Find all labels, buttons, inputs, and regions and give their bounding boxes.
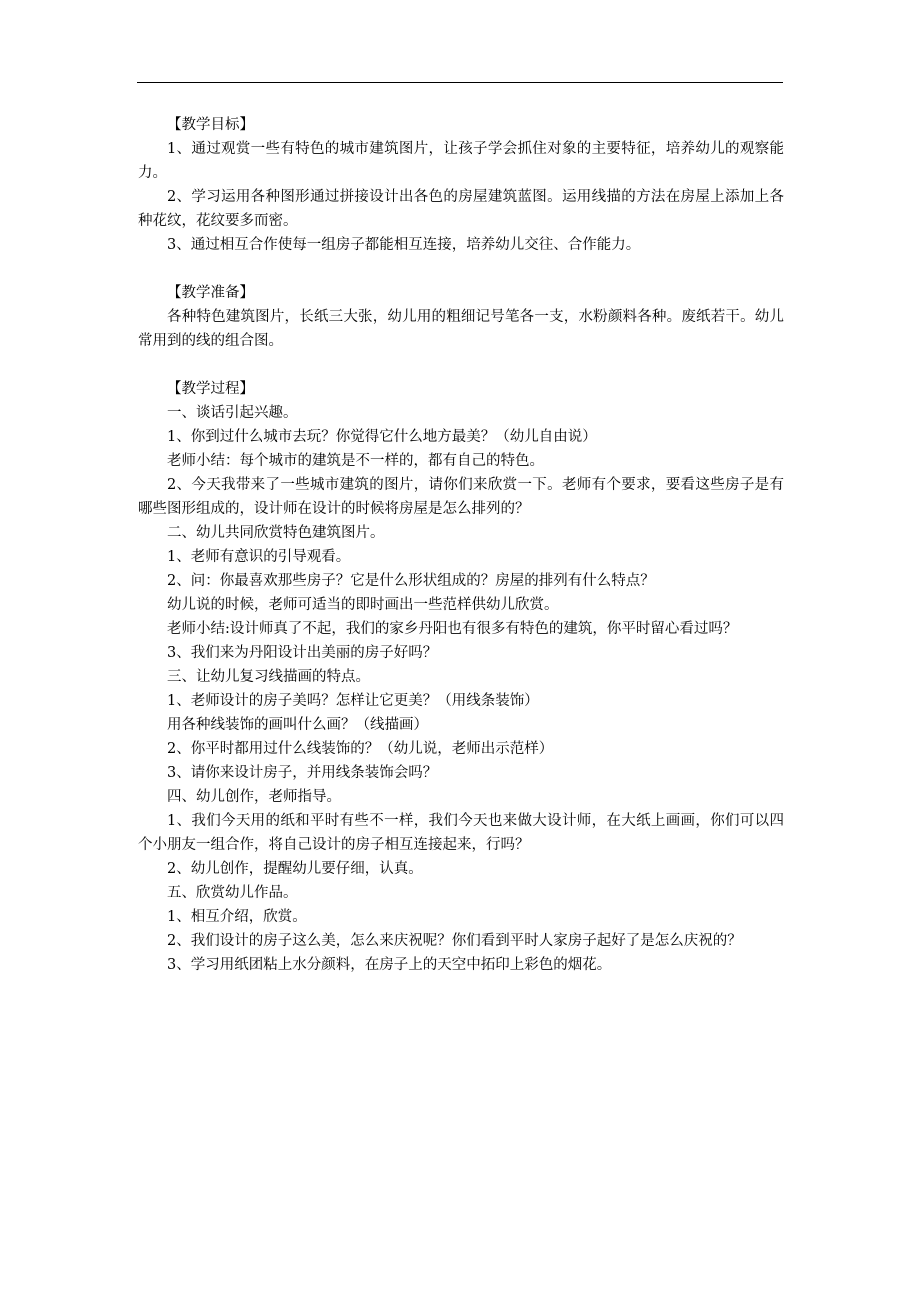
paragraph: 各种特色建筑图片，长纸三大张，幼儿用的粗细记号笔各一支，水粉颜料各种。废纸若干。幼儿常用到的线的组合图。 <box>138 309 784 349</box>
section-teaching-process <box>138 377 784 977</box>
paragraph: 2、你平时都用过什么线装饰的？（幼儿说，老师出示范样） <box>167 741 554 757</box>
paragraph: 1、老师设计的房子美吗？怎样让它更美？（用线条装饰） <box>167 693 539 709</box>
paragraph: 三、让幼儿复习线描画的特点。 <box>167 669 370 685</box>
section-heading: 【教学准备】 <box>167 285 254 301</box>
paragraph: 1、老师有意识的引导观看。 <box>167 549 351 565</box>
paragraph: 1、通过观赏一些有特色的城市建筑图片，让孩子学会抓住对象的主要特征，培养幼儿的观察能力。 <box>138 141 784 181</box>
section-heading: 【教学目标】 <box>167 117 254 133</box>
paragraph: 二、幼儿共同欣赏特色建筑图片。 <box>167 525 385 541</box>
paragraph: 用各种线装饰的画叫什么画？（线描画） <box>167 717 428 733</box>
paragraph: 2、我们设计的房子这么美，怎么来庆祝呢？你们看到平时人家房子起好了是怎么庆祝的？ <box>167 933 742 949</box>
paragraph: 3、请你来设计房子，并用线条装饰会吗？ <box>167 765 438 781</box>
paragraph: 一、谈话引起兴趣。 <box>167 405 298 421</box>
paragraph: 3、通过相互合作使每一组房子都能相互连接，培养幼儿交往、合作能力。 <box>167 237 641 253</box>
section-teaching-preparation <box>138 281 784 353</box>
header-rule <box>137 82 783 83</box>
paragraph: 2、今天我带来了一些城市建筑的图片，请你们来欣赏一下。老师有个要求，要看这些房子是有哪些图形组成的，设计师在设计的时候将房屋是怎么排列的？ <box>138 477 784 517</box>
document-body <box>138 113 784 977</box>
paragraph: 四、幼儿创作，老师指导。 <box>167 789 341 805</box>
section-heading: 【教学过程】 <box>167 381 254 397</box>
paragraph: 2、学习运用各种图形通过拼接设计出各色的房屋建筑蓝图。运用线描的方法在房屋上添加上各种花纹，花纹要多而密。 <box>138 189 784 229</box>
paragraph: 五、欣赏幼儿作品。 <box>167 885 298 901</box>
paragraph: 1、相互介绍，欣赏。 <box>167 909 307 925</box>
paragraph: 老师小结:设计师真了不起，我们的家乡丹阳也有很多有特色的建筑，你平时留心看过吗？ <box>167 621 738 637</box>
paragraph: 1、你到过什么城市去玩？你觉得它什么地方最美？（幼儿自由说） <box>167 429 597 445</box>
paragraph: 2、问：你最喜欢那些房子？它是什么形状组成的？房屋的排列有什么特点？ <box>167 573 655 589</box>
section-teaching-goals <box>138 113 784 257</box>
paragraph: 老师小结：每个城市的建筑是不一样的，都有自己的特色。 <box>167 453 544 469</box>
paragraph: 2、幼儿创作，提醒幼儿要仔细，认真。 <box>167 861 423 877</box>
paragraph: 3、学习用纸团粘上水分颜料，在房子上的天空中拓印上彩色的烟花。 <box>167 957 612 973</box>
paragraph: 1、我们今天用的纸和平时有些不一样，我们今天也来做大设计师，在大纸上画画，你们可以四个小朋友一组合作，将自己设计的房子相互连接起来，行吗？ <box>138 813 784 853</box>
paragraph: 幼儿说的时候，老师可适当的即时画出一些范样供幼儿欣赏。 <box>167 597 559 613</box>
paragraph: 3、我们来为丹阳设计出美丽的房子好吗？ <box>167 645 438 661</box>
